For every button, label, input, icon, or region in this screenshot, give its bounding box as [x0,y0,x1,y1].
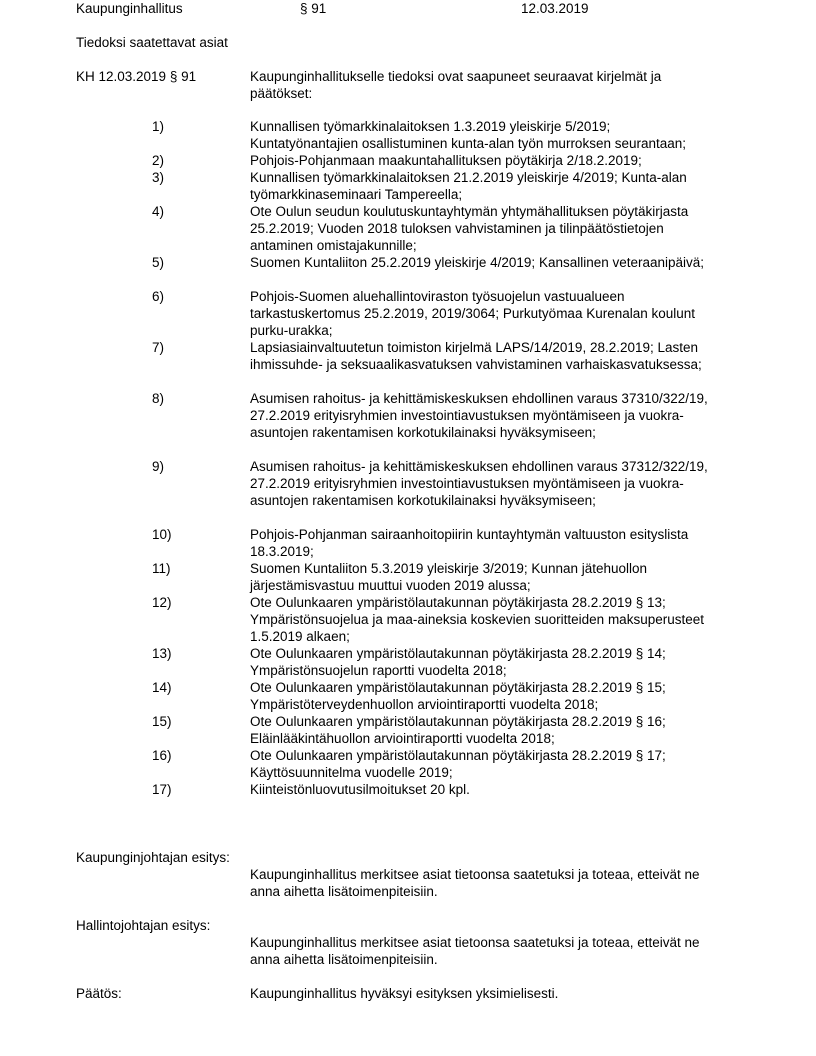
admin-proposal-label: Hallintojohtajan esitys: [76,918,211,933]
section-number: § 91 [300,1,327,16]
meeting-reference: KH 12.03.2019 § 91 [76,69,197,84]
item-text: Pohjois-Pohjanman sairaanhoitopiirin kuntayhtymän valtuuston esityslista 18.3.2019; [250,527,689,559]
item-number: 13) [152,646,172,661]
item-text: Ote Oulunkaaren ympäristölautakunnan pöytäkirjasta 28.2.2019 § 16; Eläinlääkintähuollon arviointiraportti vuodelta 2018; [250,714,666,746]
item-number: 5) [152,255,165,270]
mayor-proposal-label: Kaupunginjohtajan esitys: [76,850,230,865]
item-number: 11) [152,561,171,576]
item-text: Lapsiasiainvaltuutetun toimiston kirjelmä LAPS/14/2019, 28.2.2019; Lasten ihmissuhde- ja seksuaalikasvatuksen vahvistaminen varhaiskasvatuksessa; [250,340,702,372]
item-number: 9) [152,459,165,474]
subject-heading: Tiedoksi saatettavat asiat [76,35,228,50]
item-number: 6) [152,289,165,304]
item-number: 10) [152,527,172,542]
intro-text: Kaupunginhallitukselle tiedoksi ovat saapuneet seuraavat kirjelmät ja päätökset: [250,69,662,101]
decision-text: Kaupunginhallitus hyväksyi esityksen yksimielisesti. [250,986,559,1001]
item-text: Ote Oulunkaaren ympäristölautakunnan pöytäkirjasta 28.2.2019 § 13; Ympäristönsuojelua ja maa-aineksia koskevien suoritteiden maksuperusteet 1.5.2019 alkaen; [250,595,704,644]
mayor-proposal-text: Kaupunginhallitus merkitsee asiat tietoonsa saatetuksi ja toteaa, etteivät ne anna aihetta lisätoimenpiteisiin. [250,867,700,899]
item-number: 2) [152,153,165,168]
item-text: Kunnallisen työmarkkinalaitoksen 21.2.2019 yleiskirje 4/2019; Kunta-alan työmarkkinaseminaari Tampereella; [250,170,687,202]
item-text: Asumisen rahoitus- ja kehittämiskeskuksen ehdollinen varaus 37310/322/19, 27.2.2019 erityisryhmien investointiavustuksen myöntämiseen ja vuokra-asuntojen rakentamisen korkotukilainaksi hyväksymiseen; [250,391,708,440]
organ-name: Kaupunginhallitus [76,1,183,16]
item-text: Suomen Kuntaliiton 25.2.2019 yleiskirje 4/2019; Kansallinen veteraanipäivä; [250,255,705,270]
item-text: Pohjois-Suomen aluehallintoviraston työsuojelun vastuualueen tarkastuskertomus 25.2.2019, 2019/3064; Purkutyömaa Kurenalan koulunt purku-urakka; [250,289,696,338]
item-number: 8) [152,391,165,406]
decision-label: Päätös: [76,986,122,1001]
item-text: Ote Oulunkaaren ympäristölautakunnan pöytäkirjasta 28.2.2019 § 15; Ympäristöterveydenhuollon arviointiraportti vuodelta 2018; [250,680,666,712]
item-number: 1) [152,119,165,134]
item-text: Ote Oulun seudun koulutuskuntayhtymän yhtymähallituksen pöytäkirjasta 25.2.2019; Vuoden 2018 tuloksen vahvistaminen ja tilinpäätöstietojen antaminen omistajakunnille; [250,204,689,253]
item-number: 12) [152,595,172,610]
item-text: Pohjois-Pohjanmaan maakuntahallituksen pöytäkirja 2/18.2.2019; [250,153,642,168]
item-number: 14) [152,680,172,695]
item-text: Ote Oulunkaaren ympäristölautakunnan pöytäkirjasta 28.2.2019 § 14; Ympäristönsuojelun raportti vuodelta 2018; [250,646,666,678]
item-text: Asumisen rahoitus- ja kehittämiskeskuksen ehdollinen varaus 37312/322/19, 27.2.2019 erityisryhmien investointiavustuksen myöntämiseen ja vuokra-asuntojen rakentamisen korkotukilainaksi hyväksymiseen; [250,459,708,508]
meeting-date: 12.03.2019 [521,1,589,16]
item-number: 4) [152,204,165,219]
item-text: Ote Oulunkaaren ympäristölautakunnan pöytäkirjasta 28.2.2019 § 17; Käyttösuunnitelma vuodelle 2019; [250,748,666,780]
item-number: 15) [152,714,172,729]
admin-proposal-text: Kaupunginhallitus merkitsee asiat tietoonsa saatetuksi ja toteaa, etteivät ne anna aihetta lisätoimenpiteisiin. [250,935,700,967]
item-text: Kunnallisen työmarkkinalaitoksen 1.3.2019 yleiskirje 5/2019; Kuntatyönantajien osallistuminen kunta-alan työn murroksen seurantaan; [250,119,687,151]
item-number: 16) [152,748,172,763]
item-number: 7) [152,340,165,355]
item-number: 17) [152,782,172,797]
item-number: 3) [152,170,165,185]
item-text: Kiinteistönluovutusilmoitukset 20 kpl. [250,782,470,797]
item-text: Suomen Kuntaliiton 5.3.2019 yleiskirje 3/2019; Kunnan jätehuollon järjestämisvastuu muuttui vuoden 2019 alussa; [250,561,648,593]
